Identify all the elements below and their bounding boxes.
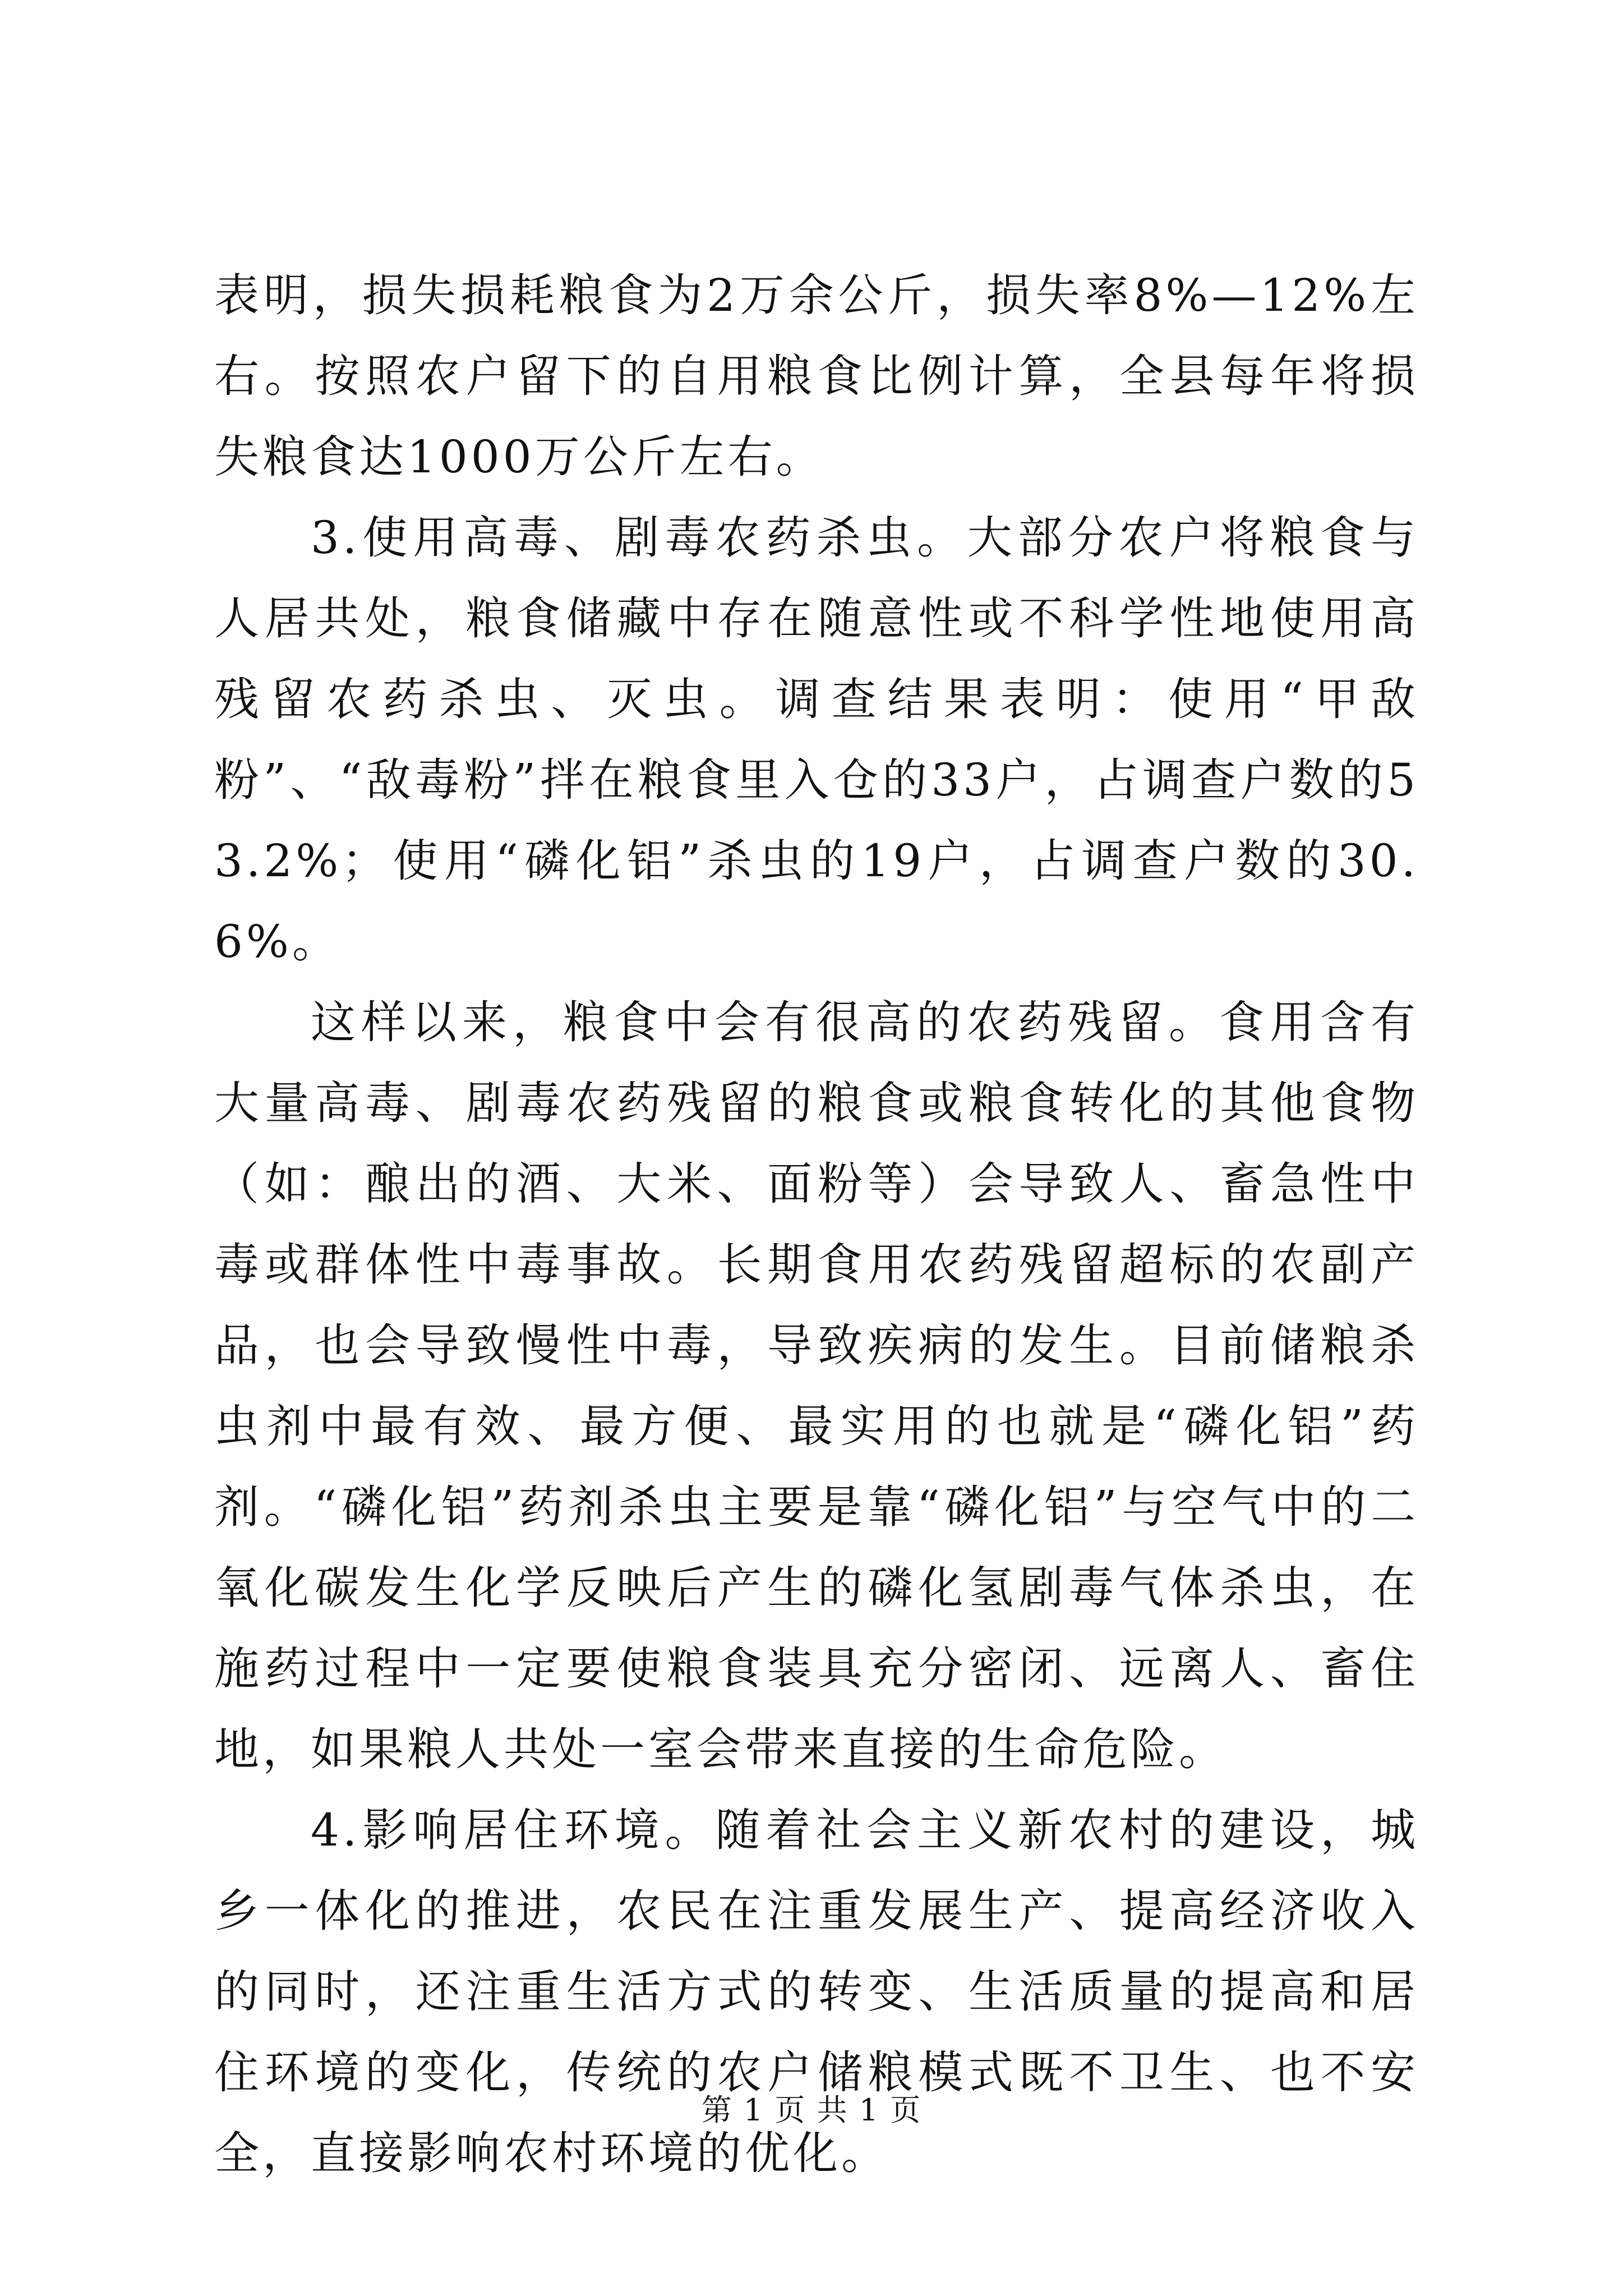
paragraph-pesticide-use: 3.使用高毒、剧毒农药杀虫。大部分农户将粮食与人居共处，粮食储藏中存在随意性或不科学性地使用高残留农药杀虫、灭虫。调查结果表明：使用“甲敌粉”、“敌毒粉”拌在粮食里入仓的33户，占调查户数的53.2%；使用“磷化铝”杀虫的19户，占调查户数的30.6%。 (214, 512, 1419, 968)
paragraph-pesticide-residue: 这样以来，粮食中会有很高的农药残留。食用含有大量高毒、剧毒农药残留的粮食或粮食转化的其他食物（如：酿出的酒、大米、面粉等）会导致人、畜急性中毒或群体性中毒事故。长期食用农药残留超标的农副产品，也会导致慢性中毒，导致疾病的发生。目前储粮杀虫剂中最有效、最方便、最实用的也就是“磷化铝”药剂。“磷化铝”药剂杀虫主要是靠“磷化铝”与空气中的二氧化碳发生化学反映后产生的磷化氢剧毒气体杀虫，在施药过程中一定要使粮食装具充分密闭、远离人、畜住地，如果粮人共处一室会带来直接的生命危险。 (214, 996, 1419, 1775)
paragraph-continuation: 表明，损失损耗粮食为2万余公斤，损失率8%—12%左右。按照农户留下的自用粮食比例计算，全县每年将损失粮食达1000万公斤左右。 (214, 269, 1419, 483)
paragraph-living-environment: 4.影响居住环境。随着社会主义新农村的建设，城乡一体化的推进，农民在注重发展生产、提高经济收入的同时，还注重生活方式的转变、生活质量的提高和居住环境的变化，传统的农户储粮模式既不卫生、也不安全，直接影响农村环境的优化。 (214, 1804, 1419, 2179)
document-body (214, 255, 1419, 2194)
page-footer: 第 1 页 共 1 页 (701, 2092, 922, 2128)
